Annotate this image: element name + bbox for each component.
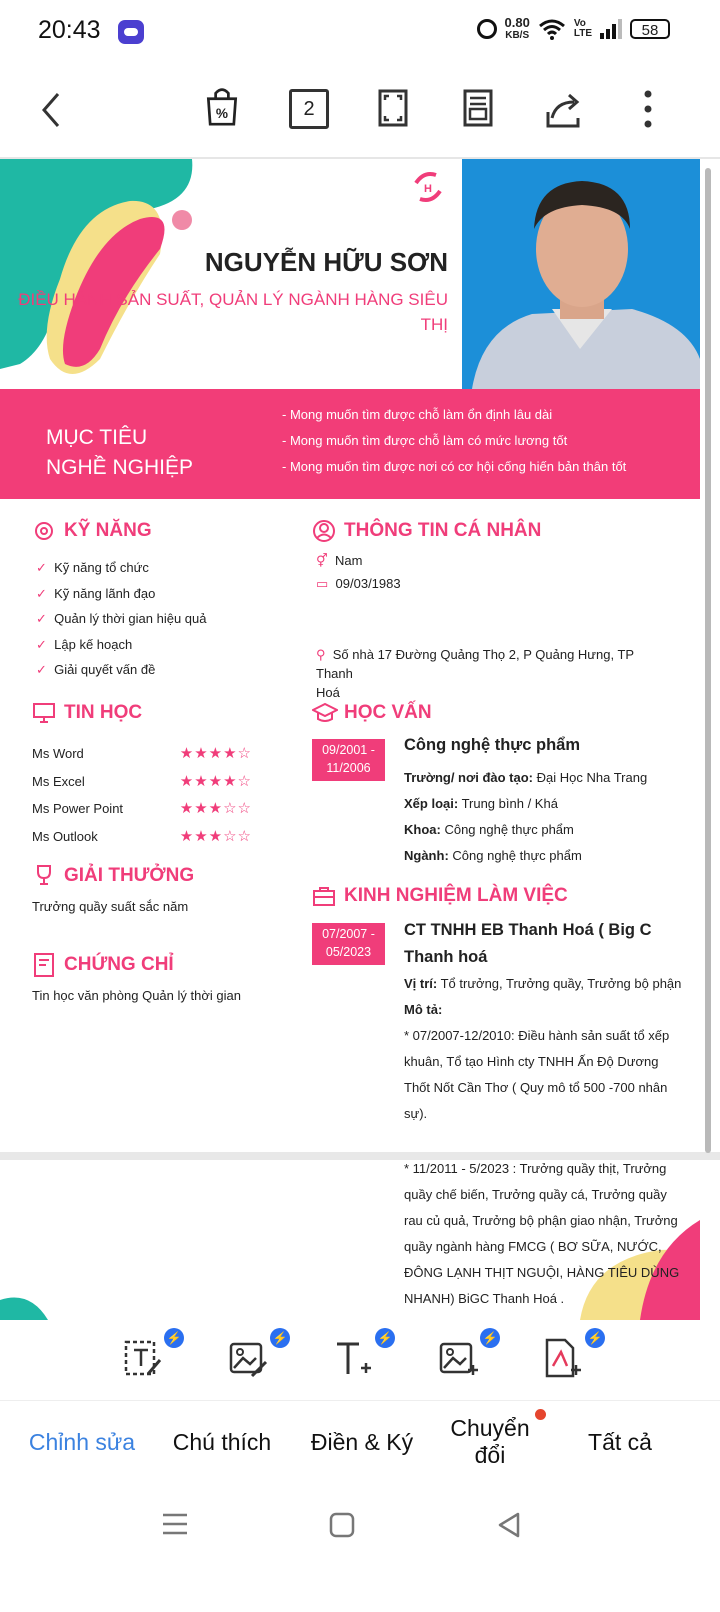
gear-icon [32, 519, 56, 543]
skill-item [36, 632, 207, 658]
cv-headline-line2: THỊ [420, 315, 448, 334]
edu-date-to: 11/2006 [326, 761, 371, 775]
premium-bolt-icon: ⚡ [270, 1328, 290, 1348]
edu-details [404, 765, 647, 869]
it-item [32, 823, 252, 851]
speed-unit: KB/S [505, 30, 530, 41]
cv-headline-line1: ĐIỀU HÀNH SẢN SUẤT, QUẢN LÝ NGÀNH HÀNG SIÊU [18, 290, 448, 309]
awards-title: GIẢI THƯỞNG [64, 865, 195, 886]
desc-line: NHANH) BiGC Thanh Hoá . [404, 1291, 565, 1306]
edu-title: HỌC VẤN [344, 702, 432, 723]
volte-indicator [574, 19, 592, 39]
calendar-icon: ▭ [316, 576, 329, 591]
branch-value: Công nghệ thực phẩm [448, 848, 582, 863]
skill-label: Lập kế hoạch [54, 636, 133, 652]
dob-row [316, 576, 401, 592]
svg-text:%: % [215, 105, 229, 121]
dob-value: 09/03/1983 [335, 576, 401, 591]
skill-label: Kỹ năng lãnh đạo [54, 585, 156, 601]
check-icon: ✓ [36, 560, 47, 575]
desc-line: quầy ngành hàng FMCG ( BƠ SỮA, NƯỚC, [404, 1239, 662, 1254]
edit-image-tool[interactable] [228, 1331, 288, 1384]
add-text-icon [333, 1336, 373, 1380]
share-icon[interactable] [544, 90, 584, 130]
objective-title-line2: NGHỀ NGHIỆP [46, 456, 194, 479]
check-icon: ✓ [36, 611, 47, 627]
status-time: 20:43 [38, 16, 101, 44]
tab-convert[interactable] [430, 1415, 550, 1469]
cv-headline [0, 287, 448, 337]
trophy-icon [32, 863, 56, 887]
tab-annotate[interactable]: Chú thích [172, 1429, 272, 1455]
add-image-tool[interactable] [438, 1331, 498, 1384]
objective-item: - Mong muốn tìm được nơi có cơ hội cống hiến bản thân tốt [282, 459, 627, 474]
page-count-button[interactable]: 2 [289, 89, 329, 129]
it-item [32, 768, 252, 796]
address-row [316, 645, 661, 702]
gender-icon: ⚥ [316, 553, 328, 568]
exp-company-line2: Thanh hoá [404, 948, 488, 966]
exp-title: KINH NGHIỆM LÀM VIỆC [344, 885, 568, 906]
skill-label: Quản lý thời gian hiệu quả [54, 611, 207, 627]
status-bar [0, 0, 720, 62]
desc-line: * 11/2011 - 5/2023 : Trưởng quầy thịt, Trưởng [404, 1161, 667, 1176]
edit-tools-bar [0, 1320, 720, 1400]
back-nav-icon[interactable] [496, 1512, 522, 1538]
desc-line: Thốt Nốt Cần Thơ ( Quy mô tổ 500 -700 nhân [404, 1080, 668, 1095]
desc-line: ĐÔNG LẠNH THỊT NGUỘI, HÀNG TIÊU DÙNG [404, 1265, 680, 1280]
tab-convert-line2: đổi [474, 1442, 506, 1468]
objective-title [46, 423, 193, 483]
position-value: Tổ trưởng, Trưởng quầy, Trưởng bộ phận [437, 976, 682, 991]
desc-line: * 07/2007-12/2010: Điều hành sản suất tổ xếp [404, 1028, 670, 1043]
it-name: Ms Excel [32, 773, 85, 789]
address-value: Số nhà 17 Đường Quảng Thọ 2, P Quảng Hưng, TP Thanh [316, 647, 634, 681]
personal-title: THÔNG TIN CÁ NHÂN [344, 520, 542, 541]
portrait-image [462, 159, 700, 389]
premium-bolt-icon: ⚡ [375, 1328, 395, 1348]
volte-top: Vo [573, 18, 586, 29]
menu-icon[interactable] [162, 1512, 188, 1536]
exp-company [404, 917, 651, 971]
notification-dot [535, 1409, 546, 1420]
desc-line: khuân, Tổ tạo Hình cty TNHH Ấn Độ Dương [404, 1054, 659, 1069]
check-icon: ✓ [36, 636, 47, 652]
add-image-icon [438, 1336, 478, 1380]
check-icon: ✓ [36, 662, 47, 678]
corner-decoration-left [0, 1290, 50, 1320]
page-separator [0, 1152, 720, 1160]
objective-item: - Mong muốn tìm được chỗ làm ổn định lâu dài [282, 407, 553, 422]
document-page-2[interactable] [0, 1160, 700, 1320]
desc-line: quầy chế biến, Trưởng quầy cá, Trưởng quầy [404, 1187, 667, 1202]
skill-item [36, 581, 207, 607]
objective-item: - Mong muốn tìm được chỗ làm có mức lương tốt [282, 433, 568, 448]
more-options-icon[interactable] [640, 90, 656, 130]
exp-date-badge [312, 923, 385, 965]
certificate-icon [32, 952, 56, 978]
home-icon[interactable] [329, 1512, 355, 1538]
scrollbar[interactable] [705, 168, 711, 1153]
document-page[interactable] [0, 159, 700, 1154]
rating-stars: ★★★☆☆ [179, 800, 252, 818]
skill-item [36, 606, 207, 632]
game-mode-icon [118, 20, 144, 44]
check-icon: ✓ [36, 585, 47, 601]
signal-icon [600, 19, 622, 39]
mode-tabs [0, 1400, 720, 1491]
wifi-icon [538, 18, 566, 40]
cert-title: CHỨNG CHỈ [64, 954, 174, 975]
desc-line: rau củ quả, Trưởng bộ phận giao nhận, Trưởng [404, 1213, 678, 1228]
skill-item [36, 555, 207, 581]
edu-date-badge [312, 739, 385, 781]
rating-stars: ★★★★☆ [179, 772, 252, 790]
rating-stars: ★★★★☆ [179, 745, 252, 762]
edit-text-tool[interactable] [122, 1331, 182, 1384]
it-list [32, 740, 252, 850]
grade-value: Trung bình / Khá [458, 796, 558, 811]
back-icon[interactable] [38, 90, 64, 130]
speed-value: 0.80 [504, 15, 530, 30]
skills-title: KỸ NĂNG [64, 520, 152, 541]
objective-list [282, 402, 626, 480]
add-pdf-icon [543, 1336, 583, 1380]
it-item [32, 740, 252, 768]
tab-fill-sign[interactable]: Điền & Ký [310, 1429, 414, 1455]
add-pdf-tool[interactable] [543, 1331, 603, 1384]
skill-item [36, 657, 207, 683]
page-layout-icon[interactable] [462, 88, 494, 128]
edu-major: Công nghệ thực phẩm [404, 736, 581, 754]
exp-details-cont [404, 1160, 679, 1312]
skill-label: Kỹ năng tổ chức [54, 560, 149, 575]
svg-text:H: H [424, 183, 432, 195]
it-name: Ms Power Point [32, 801, 124, 817]
position-label: Vị trí: [404, 976, 438, 991]
logo-icon [410, 169, 446, 205]
exp-date-to: 05/2023 [325, 945, 372, 959]
objective-title-line1: MỤC TIÊU [46, 426, 148, 449]
graduation-cap-icon [312, 702, 338, 724]
it-title: TIN HỌC [64, 702, 143, 723]
premium-bolt-icon: ⚡ [585, 1328, 605, 1348]
cert-text: Tin học văn phòng Quản lý thời gian [32, 988, 241, 1003]
exp-date-from: 07/2007 - [322, 927, 375, 941]
it-name: Ms Outlook [32, 828, 98, 844]
location-icon: ⚲ [316, 647, 326, 662]
faculty-label: Khoa: [404, 822, 441, 837]
desc-label: Mô tả: [404, 1002, 443, 1017]
add-text-tool[interactable] [333, 1331, 393, 1384]
it-item [32, 795, 252, 823]
tab-edit[interactable]: Chỉnh sửa [28, 1429, 136, 1455]
skill-label: Giải quyết vấn đề [54, 662, 156, 678]
award-text: Trưởng quầy suất sắc năm [32, 899, 189, 914]
exp-company-line1: CT TNHH EB Thanh Hoá ( Big C [404, 921, 652, 939]
computer-icon [32, 702, 56, 724]
profile-photo [462, 159, 700, 389]
premium-bolt-icon: ⚡ [164, 1328, 184, 1348]
network-speed [505, 16, 530, 42]
user-icon [312, 519, 336, 543]
gender-value: Nam [334, 553, 363, 568]
briefcase-icon [312, 885, 336, 907]
school-label: Trường/ nơi đào tạo: [404, 770, 534, 785]
top-toolbar [0, 62, 720, 159]
it-name: Ms Word [32, 746, 84, 761]
faculty-value: Công nghệ thực phẩm [440, 822, 574, 837]
status-icons [477, 16, 670, 42]
gender-row [316, 553, 362, 569]
premium-bolt-icon: ⚡ [480, 1328, 500, 1348]
school-value: Đại Học Nha Trang [533, 770, 648, 785]
skills-list [36, 555, 207, 683]
system-nav-bar [0, 1490, 720, 1612]
rating-stars: ★★★☆☆ [179, 827, 252, 845]
tab-all[interactable]: Tất cả [588, 1429, 652, 1455]
edit-text-icon [122, 1336, 162, 1380]
shopping-bag-discount-icon[interactable] [203, 86, 241, 126]
branch-label: Ngành: [404, 848, 449, 863]
alarm-icon [477, 19, 497, 39]
volte-bottom: LTE [573, 28, 592, 39]
edu-date-from: 09/2001 - [322, 743, 375, 757]
grade-label: Xếp loại: [404, 796, 459, 811]
objective-band [0, 389, 700, 499]
edit-image-icon [228, 1336, 268, 1380]
fullscreen-icon[interactable] [377, 88, 409, 128]
cv-name: NGUYỄN HỮU SƠN [204, 247, 448, 277]
battery-icon: 58 [630, 19, 670, 39]
tab-convert-line1: Chuyển [450, 1415, 530, 1441]
address-value-line2: Hoá [316, 685, 340, 700]
desc-line: sự). [404, 1106, 428, 1121]
exp-details [404, 971, 681, 1127]
